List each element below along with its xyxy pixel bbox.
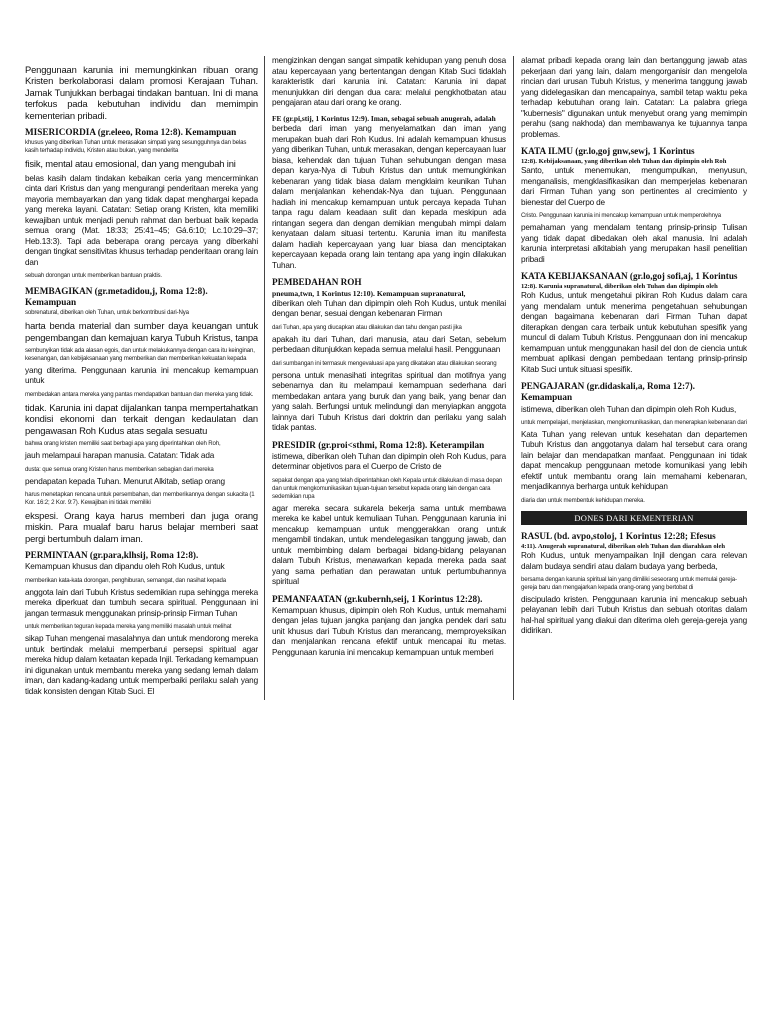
heading-rasul: RASUL (bd. avpo,stoloj, 1 Korintus 12:28; Efesus (521, 530, 716, 541)
paragraph-small: dari sumbangan ini termasuk mengevaluasi apa yang dikatakan atau dilakukan seorang (272, 359, 497, 367)
heading-presidir: PRESIDIR (gr.proi<sthmi, Roma 12:8). Keterampilan (272, 439, 485, 450)
paragraph: jauh melampaui harapan manusia. Catatan: Tidak ada (25, 451, 215, 461)
paragraph-small: untuk mempelajari, menjelaskan, mengkomunikasikan, dan menerapkan kebenaran dari (521, 419, 747, 427)
heading-kata-kebijaksanaan: KATA KEBIJAKSANAAN (gr.lo,goj sofi,aj, 1 Korintus (521, 271, 738, 282)
heading-pembedahan-sub: pneuma,twn, 1 Korintus 12:10). Kemampuan supranatural, (272, 289, 466, 299)
paragraph-small: sebuah dorongan untuk memberikan bantuan praktis. (25, 272, 162, 280)
paragraph: persona untuk menasihati integritas spiritual dan motifnya yang sebenarnya dan itu melampaui kemampuan sederhana dari membedakan antara yang buruk dan yang baik, yang benar dan yang salah. Berfungsi untuk melindungi dan menyiapkan anggota lainnya dari Tubuh Kristus dari doktrin dan perilaku yang salah tidak pantas. (272, 370, 506, 433)
paragraph-small: sepakat dengan apa yang telah diperintahkan oleh Kepala untuk dilakukan di masa depan dan untuk mengkomunikasikan tujuan-tujuan tersebut kepada orang lain dengan cara sedemikian rupa (272, 476, 503, 500)
heading-kata-ilmu: KATA ILMU (gr.lo,goj gnw,sewj, 1 Korintus (521, 146, 695, 156)
paragraph-small: harus menetapkan rencana untuk persembahan, dan memberikannya dengan sukacita (1 Kor. 16:2; 2 Kor. 9:7). Kewajiban ini tidak memiliki (25, 491, 255, 506)
paragraph: pendapatan kepada Tuhan. Menurut Alkitab, setiap orang (25, 476, 225, 486)
paragraph: Kemampuan khusus dan dipandu oleh Roh Kudus, untuk (25, 562, 225, 572)
heading-permintaan: PERMINTAAN (gr.para,klhsij, Roma 12:8). (25, 550, 199, 561)
paragraph-small: diaria dan untuk membentuk kehidupan mereka. (521, 496, 645, 504)
paragraph-small: sobrenatural, diberikan oleh Tuhan, untuk berkontribusi dari-Nya (25, 309, 189, 317)
paragraph: pemahaman yang mendalam tentang prinsip-prinsip Tulisan yang tidak dapat dibedakan oleh akal manusia. Ini adalah karunia interpretasi alkitabiah yang merupakan hasil penelitian pribadi (521, 223, 747, 264)
heading-rasul-sub: 4:11). Anugerah supranatural, diberikan oleh Tuhan dan diarahkan oleh (521, 542, 726, 550)
paragraph-small: memberikan kata-kata dorongan, penghiburan, semangat, dan nasihat kepada (25, 576, 226, 584)
paragraph-small: membedakan antara mereka yang pantas mendapatkan bantuan dan mereka yang tidak. (25, 390, 254, 398)
column-divider (264, 56, 265, 700)
paragraph: Roh Kudus, untuk mengetahui pikiran Roh Kudus dalam cara yang mendalam untuk menerima pengetahuan sehubungan dengan bagaimana kebenaran dari Firman Tuhan dapat diterapkan dengan cara terbaik untuk kebutuhan spesifik yang muncul di dalam Tubuh Kristus. Penggunaan don ini mencakup kemampuan untuk menggunakan hasil del don de ciencia untuk membuat aplikasi dengan pembedaan tentang prinsip-prinsip Kitab Suci untuk situasi spesifik. (521, 291, 747, 374)
column-middle (272, 56, 506, 662)
paragraph: Kata Tuhan yang relevan untuk kesehatan dan departemen Tubuh Kristus dan anggotanya dalam hal tersebut cara orang lain belajar dan mendapatkan manfaat. Penggunaan ini tidak dapat mencakup penggunaan metode komunikasi yang lebih efektif untuk membantu orang lain memahami kebenaran, menjadikannya berharga untuk kehidupan (521, 429, 747, 492)
heading-kata-ilmu-sub: 12:8). Kebijaksanaan, yang diberikan oleh Tuhan dan dipimpin oleh Roh (521, 158, 727, 166)
paragraph: Roh Kudus, untuk menyampaikan Injil dengan cara relevan dalam budaya sendiri atau dalam budaya yang berbeda, (521, 551, 747, 571)
paragraph: belas kasih dalam tindakan kebaikan ceria yang mencerminkan cinta dari Kristus dan yang mengurangi penderitaan mereka yang mayoria membayarkan dan yang tidak dapat menghargai kepada yang mereka layani. Catatan: Setiap orang Kristen, kita memiliki kewajiban untuk menjadi penuh rahmat dan berbuat baik kepada semua orang (Mat. 18:33; 25:41–45; Gá.6:10; Lc.10:29–37; Heb.13:3). Tapi ada beberapa orang percaya yang diberkahi dengan tingkat sensitivitas khusus terhadap penderitaan orang lain dan (25, 173, 258, 267)
paragraph: Kemampuan khusus, dipimpin oleh Roh Kudus, untuk memahami dengan jelas tujuan jangka panjang dan jangka pendek dari satu unit khusus dari Tubuh Kristus dan merancang, memproyeksikan dan menjalankan rencana efektif untuk mencapai itu metas. Penggunaan karunia ini mencakup kemampuan untuk memberi (272, 605, 506, 657)
heading-pemanfaatan: PEMANFAATAN (gr.kubernh,seij, 1 Korintus 12:28). (272, 593, 483, 604)
paragraph: sikap Tuhan mengenai masalahnya dan untuk mendorong mereka untuk bertindak melalui memperbarui persepsi spiritual agar mereka hidup dalam ketaatan kepada Injil. Terkadang kemampuan ini digunakan untuk membantu mereka yang sedang lemah dalam iman, dan kadang-kadang untuk memperbaiki perilaku salah yang tidak konsisten dengan Kitab Suci. El (25, 634, 258, 696)
paragraph-small: dusta: que semua orang Kristen harus memberikan sebagian dari mereka (25, 465, 214, 473)
paragraph-small: dari Tuhan, apa yang diucapkan atau dilakukan dan tahu dengan pasti jika (272, 323, 462, 331)
paragraph-small: khusus yang diberikan Tuhan untuk merasakan simpati yang sesungguhnya dan belas kasih terhadap individu, Kristen atau bukan, yang menderita (25, 139, 247, 155)
paragraph-small: untuk memberikan teguran kepada mereka yang memiliki masalah untuk melihat (25, 623, 232, 631)
heading-misericordia: MISERICORDIA (gr.eleeo, Roma 12:8). Kemampuan (25, 127, 237, 138)
heading-membagikan: MEMBAGIKAN (gr.metadidou,j, Roma 12:8). Kemampuan (25, 286, 208, 308)
paragraph: istimewa, diberikan oleh Tuhan dan dipimpin oleh Roh Kudus, (521, 404, 737, 414)
paragraph: mengizinkan dengan sangat simpatik kehidupan yang penuh dosa atau kepercayaan yang bertentangan dengan Kitab Suci tidaklah karakteristik dari karunia ini. Catatan: Karunia ini dapat menunjukkan diri dengan dua cara: melalui pengkhotbatan atau pengajaran atau dari orang ke orang. (272, 56, 506, 107)
column-left (25, 56, 258, 701)
paragraph: alamat pribadi kepada orang lain dan bertanggung jawab atas pekerjaan dari yang lain, dalam mengorganisir dan mengelola rincian dari urusan Tubuh Kristus, y menerima tanggung jawab yang didelegasikan dan mencapainya, sambil tetap waktu peka terhadap kebutuhan orang lain. Catatan: La palabra griega "kubernesis" digunakan untuk menyebut orang yang memimpin perahu (sang nakhoda) dan membawanya ke tujuannya tanpa problemas. (521, 56, 747, 139)
paragraph: Santo, untuk menemukan, mengumpulkan, menyusun, menganalisis, mengklasifikasikan dan memperjelas kebenaran dari Firman Tuhan yang son pertinentes al crecimiento y bienestar del Cuerpo de (521, 166, 747, 207)
paragraph: fisik, mental atau emosional, dan yang mengubah ini (25, 158, 236, 170)
paragraph-small: Cristo. Penggunaan karunia ini mencakup kemampuan untuk memperolehnya (521, 212, 722, 220)
paragraph: diberikan oleh Tuhan dan dipimpin oleh Roh Kudus, untuk menilai dengan benar, sesuai dengan kebenaran Firman (272, 298, 506, 319)
paragraph: tidak. Karunia ini dapat dijalankan tanpa mempertahatkan kondisi ekonomi dan terkait dengan kedaulatan dan pengawasan Roh Kudus atas segala sesuatu (25, 401, 258, 436)
paragraph: yang diterima. Penggunaan karunia ini mencakup kemampuan untuk (25, 365, 258, 386)
heading-pengajaran: PENGAJARAN (gr.didaskali,a, Roma 12:7). Kemampuan (521, 381, 695, 403)
paragraph-small: bersama dengan karunia spiritual lain yang dimiliki seseorang untuk memulai gereja-gereja baru dan mengajarkan kepada orang-orang yang bertobat di (521, 576, 737, 592)
column-divider (513, 56, 514, 700)
paragraph: agar mereka secara sukarela bekerja sama untuk membawa mereka ke kabel untuk kemuliaan Tuhan. Penggunaan karunia ini mencakup kemampuan untuk menggerakkan orang untuk mengambil tindakan, untuk mendelegasikan tanggung jawab, dan untuk membimbing dalam berbagai bidang-bidang pelayanan dalam Tubuh Kristus, menawarkan kepada mereka pada saat yang sama perhatian dan perawatan untuk pertumbuhannya spiritual (272, 503, 506, 587)
heading-fe: FE (gr.pi,stij, 1 Korintus 12:9). Iman, sebagai sebuah anugerah, adalah (272, 113, 496, 123)
column-right (521, 56, 747, 641)
section-banner: DONES DARI KEMENTERIAN (521, 511, 747, 525)
paragraph: berbeda dari iman yang menyelamatkan dan iman yang merupakan buah dari Roh Kudus. Ini adalah kemampuan khusus yang diberikan Tuhan, untuk merasakan, dengan kepercayaan luar biasa, kehendak dan tujuan Tuhan sehubungan dengan masa depan karya-Nya di Tubuh Kristus dan untuk memungkinkan kebenaran yang tidak biasa dalam mengklaim keunikan Tuhan dalam menjalankan kehendak-Nya dan tujuan. Penggunaan hadiah ini mencakup kemampuan untuk percaya kepada Tuhan tanpa ragu dalam keadaan sulit dan kepada meskipun ada rintangan segera dan dengan demikian mengubah mimpi dalam kenyataan dalam situasi tertentu. Karunia iman itu manifesta dalam hadiah kepercayaan yang luar biasa dan menciptakan kepercayaan kepada orang lain tentang apa yang ingin dilakukan Tuhan. (272, 124, 506, 270)
paragraph: istimewa, diberikan oleh Tuhan dan dipimpin oleh Roh Kudus, para determinar objetivos para el Cuerpo de Cristo de (272, 451, 506, 472)
paragraph-small: bahwa orang kristen memiliki saat berbagi apa yang diperintahkan oleh Roh, (25, 440, 221, 448)
paragraph: apakah itu dari Tuhan, dari manusia, atau dari Setan, sebelum perbedaan ditunjukkan kepada semua melalui hasil. Penggunaan (272, 334, 506, 355)
heading-pembedahan-roh: PEMBEDAHAN ROH (272, 277, 362, 288)
paragraph: anggota lain dari Tubuh Kristus sedemikian rupa sehingga mereka mereka diperkuat dan tumbuh secara spiritual. Penggunaan ini jangan termasuk menggunakan prinsip-prinsip Firman Tuhan (25, 587, 258, 618)
paragraph-small: sembunyikan tidak ada alasan egois, dan untuk melakukannya dengan cara itu keinginan, kesenangan, dan kebijaksanaan yang memberikan dan memberikan kekuatan kepada (25, 347, 255, 362)
paragraph: harta benda material dan sumber daya keuangan untuk pengembangan dan kemajuan karya Tubuh Kristus, tanpa (25, 320, 258, 343)
paragraph: discipulado kristen. Penggunaan karunia ini mencakup sebuah pelayanan lebih dari Tubuh Kristus dan sebuah otoritas dalam hal-hal spiritual yang diakui dan diterima oleh gereja-gereja yang didirikan. (521, 594, 747, 636)
heading-kata-kebijaksanaan-sub: 12:8). Karunia supranatural, diberikan oleh Tuhan dan dipimpin oleh (521, 283, 718, 291)
paragraph: ekspesi. Orang kaya harus memberi dan juga orang miskin. Para mualaf baru harus belajar memberi saat pergi bertumbuh dalam iman. (25, 509, 258, 544)
intro-paragraph: Penggunaan karunia ini memungkinkan ribuan orang Kristen berkolaborasi dalam promosi Kerajaan Tuhan. Jamak Tunjukkan berbagai tindakan bantuan. Ini di mana terfokus pada kebutuhan individu dan memimpin kementerian pribadi. (25, 64, 258, 121)
